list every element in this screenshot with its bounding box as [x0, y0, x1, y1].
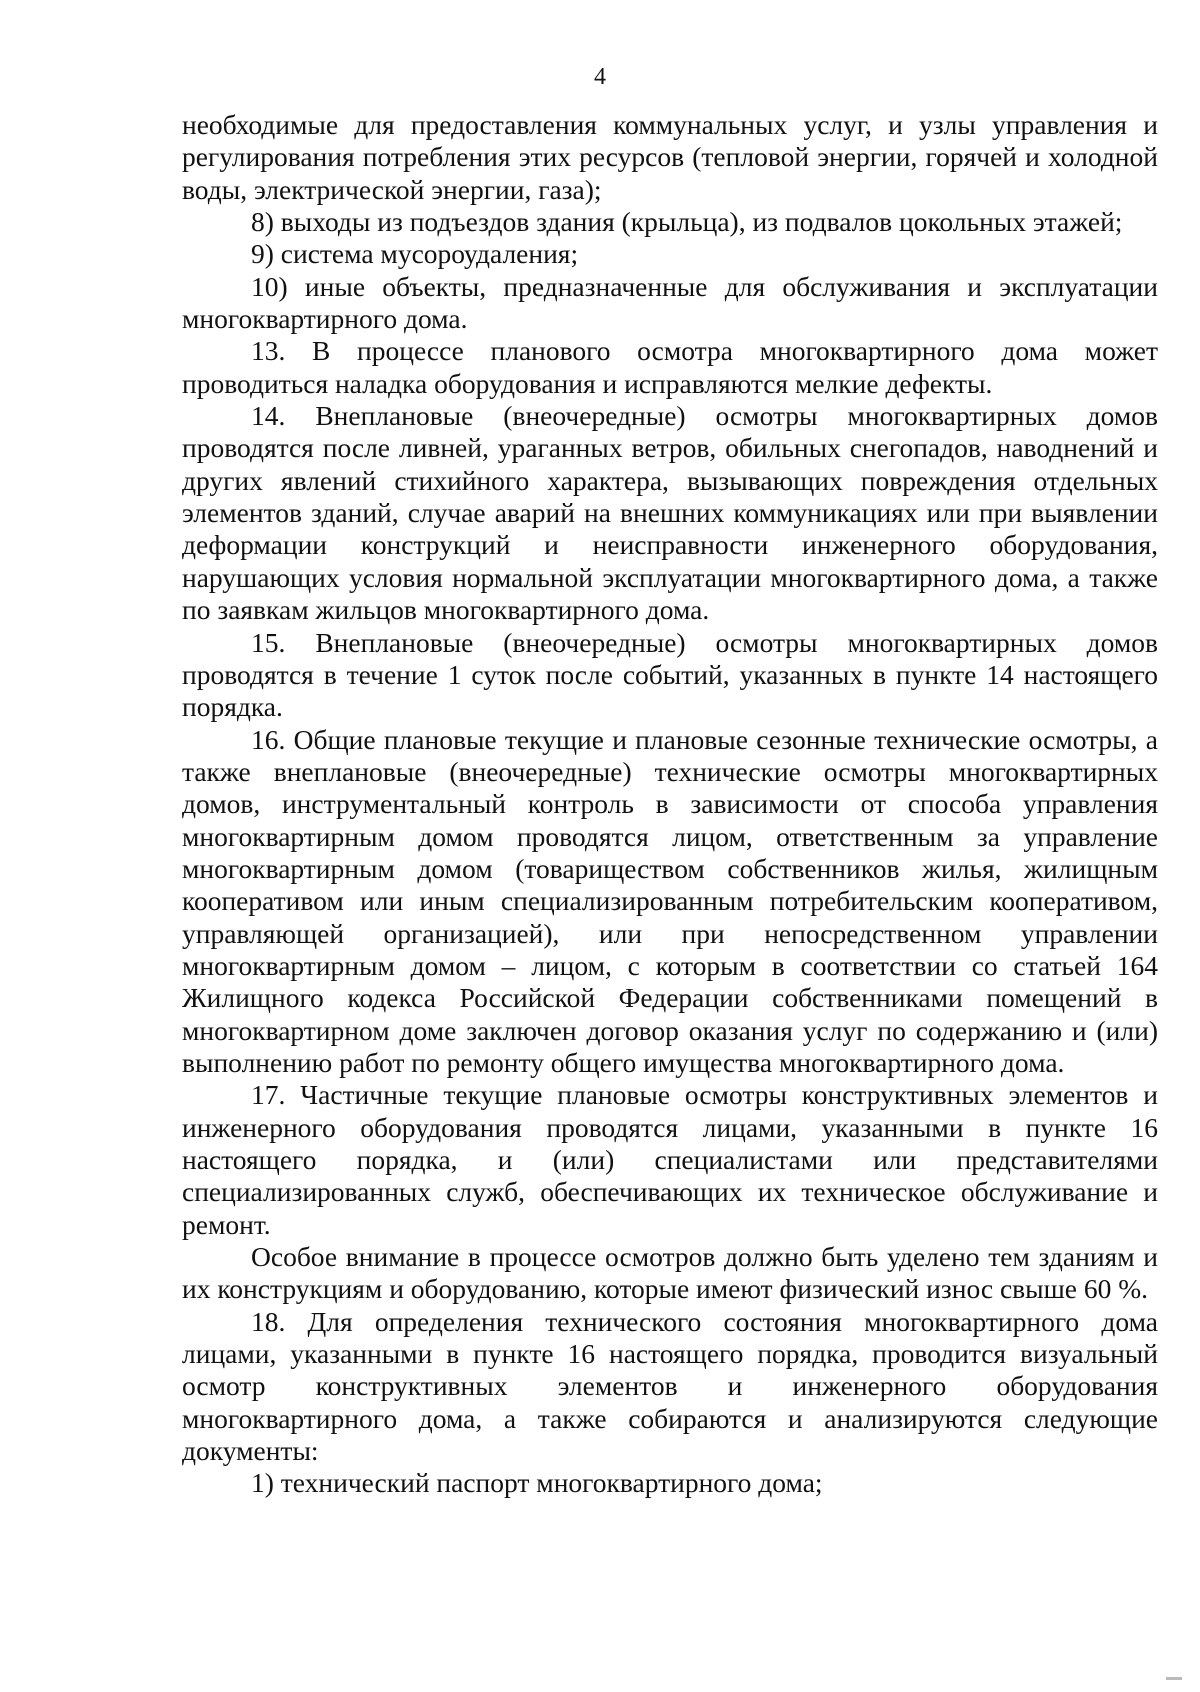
paragraph-16: 16. Общие плановые текущие и плановые сезонные технические осмотры, а также внеплановые (внеочередные) технические осмотры многоквартирных домов, инструментальный контроль в зависимости от способа управления многоквартирным домом проводятся лицом, ответственным за управление многоквартирным домом (товариществом собственников жилья, жилищным кооперативом или иным специализированным потребительским кооперативом, управляющей организацией), или при непосредственном управлении многоквартирным домом – лицом, с которым в соответствии со статьей 164 Жилищного кодекса Российской Федерации собственниками помещений в многоквартирном доме заключен договор оказания услуг по содержанию и (или) выполнению работ по ремонту общего имущества многоквартирного дома. [182, 723, 1158, 1078]
document-body [182, 109, 1158, 1500]
paragraph-continuation: необходимые для предоставления коммунальных услуг, и узлы управления и регулирования потребления этих ресурсов (тепловой энергии, горячей и холодной воды, электрической энергии, газа); [182, 109, 1158, 205]
paragraph-14: 14. Внеплановые (внеочередные) осмотры многоквартирных домов проводятся после ливней, ураганных ветров, обильных снегопадов, наводнений и других явлений стихийного характера, вызывающих повреждения отдельных элементов зданий, случае аварий на внешних коммуникациях или при выявлении деформации конструкций и неисправности инженерного оборудования, нарушающих условия нормальной эксплуатации многоквартирного дома, а также по заявкам жильцов многоквартирного дома. [182, 400, 1158, 626]
scan-mark [1166, 1677, 1182, 1680]
paragraph-18: 18. Для определения технического состояния многоквартирного дома лицами, указанными в пункте 16 настоящего порядка, проводится визуальный осмотр конструктивных элементов и инженерного оборудования многоквартирного дома, а также собираются и анализируются следующие документы: [182, 1305, 1158, 1467]
paragraph-special-attention: Особое внимание в процессе осмотров должно быть уделено тем зданиям и их конструкциям и оборудованию, которые имеют физический износ свыше 60 %. [182, 1241, 1158, 1305]
paragraph-item-1: 1) технический паспорт многоквартирного дома; [251, 1467, 823, 1499]
paragraph-13: 13. В процессе планового осмотра многоквартирного дома может проводиться наладка оборудования и исправляются мелкие дефекты. [182, 335, 1158, 399]
paragraph-item-8: 8) выходы из подъездов здания (крыльца), из подвалов цокольных этажей; [251, 206, 1123, 238]
paragraph-item-9: 9) система мусороудаления; [251, 238, 579, 270]
paragraph-item-10: 10) иные объекты, предназначенные для обслуживания и эксплуатации многоквартирного дома. [182, 270, 1158, 335]
paragraph-17: 17. Частичные текущие плановые осмотры конструктивных элементов и инженерного оборудования проводятся лицами, указанными в пункте 16 настоящего порядка, и (или) специалистами или представителями специализированных служб, обеспечивающих их техническое обслуживание и ремонт. [182, 1079, 1158, 1240]
page-number: 4 [594, 64, 606, 90]
paragraph-15: 15. Внеплановые (внеочередные) осмотры многоквартирных домов проводятся в течение 1 суток после событий, указанных в пункте 14 настоящего порядка. [182, 626, 1158, 723]
